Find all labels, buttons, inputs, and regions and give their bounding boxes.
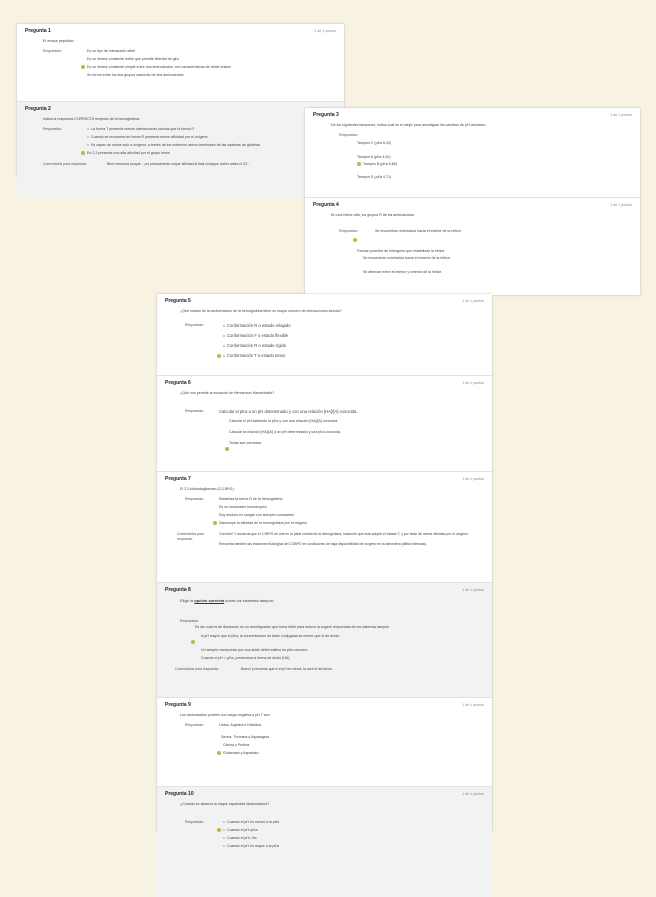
question-10 bbox=[157, 787, 492, 897]
answer-option: Cuando se encuentra en forma R presenta menor afinidad por el oxígeno bbox=[87, 135, 336, 139]
question-points: 1 de 1 puntos bbox=[462, 381, 484, 385]
question-title: Pregunta 9 bbox=[165, 702, 191, 708]
answer-option: Estabiliza la forma R de la hemoglobina bbox=[219, 497, 283, 501]
answer-options bbox=[219, 409, 484, 419]
answer-option: Tampón A (pKa 4,92) bbox=[357, 155, 391, 159]
answer-option: Tampón D (pKa 4,71) bbox=[357, 175, 392, 179]
question-title: Pregunta 5 bbox=[165, 298, 191, 304]
bullet-icon bbox=[223, 335, 225, 337]
question-text: En una hélice alfa, los grupos R de los aminoácidos: bbox=[331, 213, 415, 217]
answer-option: Conformación R o estado relajado bbox=[223, 323, 484, 328]
answer-option-selected: Forman puentes de hidrógeno que estabilizan la hélice. bbox=[357, 249, 446, 253]
question-points: 1 de 1 puntos bbox=[462, 299, 484, 303]
answer-options bbox=[195, 625, 484, 660]
answer-option: Se alternan entre el interior y exterior de la hélice. bbox=[363, 270, 443, 274]
answers-label: Respuestas: bbox=[185, 723, 204, 727]
question-4 bbox=[305, 198, 640, 284]
answer-option-selected: A pH mayor que el pKa, la concentración de base conjugada es menor que la de ácido. bbox=[201, 634, 340, 638]
answer-option: Cuando el pH es mayor a la pKa bbox=[223, 844, 484, 848]
question-text: De los siguientes tampones, indica cuál es el mejor para amortiguar los cambios de pH celulares: bbox=[331, 123, 487, 127]
correct-check-icon bbox=[81, 65, 85, 69]
answer-option-selected: Tampón B (pKa 6,86) bbox=[357, 162, 632, 166]
question-points: 1 de 1 puntos bbox=[462, 477, 484, 481]
comment-text: Recuerda también las etaciones fisiológica del 2,3BPG en condiciones de baja disponibilidad de oxígeno en la atmosfera (altitud elevada). bbox=[219, 542, 427, 546]
bullet-icon bbox=[223, 845, 225, 847]
answer-option: Un tampón compuesto por una ácido débil relativo es pKa cercano. bbox=[201, 648, 309, 652]
correct-check-icon bbox=[81, 151, 85, 155]
comment-body bbox=[219, 532, 484, 546]
feedback-comment bbox=[165, 667, 484, 671]
correct-check-icon bbox=[217, 354, 221, 358]
answers-label: Respuestas: bbox=[43, 49, 62, 53]
answer-option: Cuando el pH = pKa, predomina la forma de ácido (HA). bbox=[201, 656, 291, 660]
answer-options bbox=[219, 723, 484, 731]
answer-option: Lisina, Arginina e Histidina bbox=[219, 723, 262, 727]
answer-option-selected: En 2,3 presenta una alta afinidad por el grupo hemo bbox=[81, 151, 336, 155]
correct-check-icon bbox=[217, 828, 221, 832]
answer-option-selected: Cuando el pH=pKa bbox=[217, 828, 484, 832]
comment-label: Comentarios para respuesta: bbox=[43, 162, 87, 166]
answer-options bbox=[357, 141, 632, 179]
question-points: 1 de 1 puntos bbox=[314, 29, 336, 33]
correct-check-icon bbox=[217, 751, 221, 755]
question-points: 1 de 1 puntos bbox=[462, 588, 484, 592]
quiz-card-q1-q2 bbox=[17, 24, 344, 177]
answer-option: Es un enlace covalente doble que permite libertad de giro bbox=[87, 57, 179, 61]
answer-option: Todas son correctas. bbox=[229, 441, 263, 445]
answers-label: Respuestas: bbox=[185, 323, 204, 327]
answer-option: Soy modulo en sangre con siempre constantes bbox=[219, 513, 294, 517]
answers-label: Respuestas: bbox=[339, 133, 358, 137]
question-points: 1 de 1 puntos bbox=[610, 203, 632, 207]
question-3 bbox=[305, 108, 640, 198]
answer-option: Se forma entre los dos grupos carboxilo de dos aminoácidos bbox=[87, 73, 184, 77]
quiz-card-q5-q10 bbox=[157, 294, 492, 848]
bullet-icon bbox=[87, 136, 89, 138]
question-title: Pregunta 8 bbox=[165, 587, 191, 593]
answer-option: Glicina y Prolina bbox=[223, 743, 249, 747]
question-9 bbox=[157, 698, 492, 787]
answer-options bbox=[223, 323, 484, 363]
answer-option: Calcular el pH sabiendo la pKa y con una relación [HA]/[A] conocida. bbox=[229, 419, 339, 423]
feedback-comment bbox=[165, 532, 484, 546]
answer-option: Se encuentran orientados hacia el interior de la hélice. bbox=[375, 229, 462, 233]
bullet-icon bbox=[87, 128, 89, 130]
bullet-icon bbox=[223, 837, 225, 839]
answer-option: Cuando el pH es menor a la pKa bbox=[223, 820, 484, 824]
answer-option-selected: Calcular el pKa a un pH determinado y con una relación [HA]/[A] conocida. bbox=[219, 409, 358, 414]
correct-check-icon bbox=[191, 640, 195, 644]
answer-option: Calcular la relación [HA]/[A] a un pH determinado y una pKa conocida. bbox=[229, 430, 342, 434]
answer-option: Es capaz de unirse solo a oxígeno, a través de los extremos amino-terminales de las cadenas de globinas bbox=[87, 143, 336, 147]
answer-option-selected: Disminuye la afinidad de la hemoglobina por el oxígeno bbox=[213, 521, 484, 525]
answer-option: Es un tipo de interacción débil bbox=[87, 49, 135, 53]
answer-options bbox=[219, 497, 484, 529]
question-2 bbox=[17, 102, 344, 198]
comment-text: Bien! recuerda porqué... ¡es precisamente mayor afinidad al final consigue cortes antes el O2... bbox=[107, 162, 251, 166]
answer-option: Conformación R o estado rígido bbox=[223, 343, 484, 348]
question-points: 1 de 1 puntos bbox=[462, 703, 484, 707]
bullet-icon bbox=[223, 355, 225, 357]
correct-check-icon bbox=[353, 238, 357, 242]
answer-options bbox=[87, 49, 336, 81]
question-7 bbox=[157, 472, 492, 583]
answer-options bbox=[223, 820, 484, 852]
question-5 bbox=[157, 294, 492, 376]
question-6 bbox=[157, 376, 492, 472]
question-title: Pregunta 1 bbox=[25, 28, 51, 34]
question-8 bbox=[157, 583, 492, 698]
feedback-comment bbox=[25, 162, 336, 166]
answers-label: Respuestas: bbox=[180, 619, 199, 623]
answer-option: Es un modulador homotrópico bbox=[219, 505, 267, 509]
answer-option: Conformación F o estado flexible bbox=[223, 333, 484, 338]
question-1 bbox=[17, 24, 344, 102]
question-points: 1 de 1 puntos bbox=[462, 792, 484, 796]
answers-label: Respuestas: bbox=[185, 820, 204, 824]
bullet-icon bbox=[87, 144, 89, 146]
correct-check-icon bbox=[225, 447, 229, 451]
question-text: Indica la respuesta CORRECTA respecto de la hemoglobina: bbox=[43, 117, 141, 121]
answer-option-selected: Conformación T o estado tenso bbox=[217, 353, 484, 358]
question-title: Pregunta 6 bbox=[165, 380, 191, 386]
answer-options bbox=[87, 127, 336, 159]
answer-option-selected: Glutamato y Aspartato bbox=[217, 751, 484, 755]
answers-label: Respuestas: bbox=[185, 497, 204, 501]
question-text: ¿Qué nos permite la ecuación de Henderson-Hasselbalch? bbox=[180, 391, 275, 395]
answer-options-rest bbox=[221, 735, 484, 755]
bullet-icon bbox=[223, 829, 225, 831]
answer-option: Se encuentran orientados hacia el exterior de la hélice. bbox=[363, 256, 451, 260]
question-points: 1 de 1 puntos bbox=[610, 113, 632, 117]
comment-label: Comentarios para respuesta: bbox=[177, 532, 204, 541]
correct-check-icon bbox=[357, 162, 361, 166]
question-title: Pregunta 2 bbox=[25, 106, 51, 112]
bullet-icon bbox=[223, 345, 225, 347]
answer-option: Serina, Treonina y Asparagina bbox=[221, 735, 270, 739]
question-text: Los aminoácidos polares con carga negativa a pH 7 son: bbox=[180, 713, 271, 717]
question-text: El enlace peptídico: bbox=[43, 39, 75, 43]
bullet-icon bbox=[223, 821, 225, 823]
answer-options-rest bbox=[229, 419, 484, 451]
question-text: ¿Cuando se alcanza la mayor capacidad tamponadora? bbox=[180, 802, 270, 806]
comment-text: Correcto! Y recuerda que el 2,3BPG se une en la parte central de la hemoglobina, haciendo que ésta adopte el estado T, y por tanto de menor afinidad por el oxígeno. bbox=[219, 532, 469, 536]
comment-label: Comentarios para respuesta: bbox=[175, 667, 219, 671]
question-title: Pregunta 10 bbox=[165, 791, 194, 797]
correct-check-icon bbox=[213, 521, 217, 525]
answer-option: Cuando el pH= Ka bbox=[223, 836, 484, 840]
answers-label: Respuestas: bbox=[339, 229, 358, 233]
question-title: Pregunta 4 bbox=[313, 202, 339, 208]
answer-options-rest bbox=[357, 238, 632, 274]
bullet-icon bbox=[223, 325, 225, 327]
comment-text: Bravo! y recuerda que si el pH es menor, la será el del ácido. bbox=[241, 667, 333, 671]
answer-options bbox=[375, 229, 632, 237]
question-title: Pregunta 3 bbox=[313, 112, 339, 118]
question-title: Pregunta 7 bbox=[165, 476, 191, 482]
quiz-card-q3-q4 bbox=[305, 108, 640, 295]
question-text: El 2,3-bisfosfoglicerato (2,3-BPG): bbox=[180, 487, 235, 491]
question-text: Elige la opción correcta sobre los sistemas tampón: bbox=[180, 598, 275, 603]
answer-option: La forma T presenta menos interacciones iónicas que la forma R bbox=[87, 127, 336, 131]
answers-label: Respuestas: bbox=[43, 127, 62, 131]
answers-label: Respuestas: bbox=[185, 409, 204, 413]
answer-option: Es las cual es de disolución es un amortiguador que fuera débil para reducir la sugerir respuestas de los sistemas tampón bbox=[195, 625, 390, 629]
question-text: ¿Qué estado de la conformación de la hemoglobina tiene un mayor número de interacciones iónicas? bbox=[180, 309, 342, 313]
answer-option-selected: Es un enlace covalente simple entre dos aminoácidos, con características de doble enlace bbox=[81, 65, 336, 69]
answer-option: Tampón C (pKa 6,20) bbox=[357, 141, 392, 145]
